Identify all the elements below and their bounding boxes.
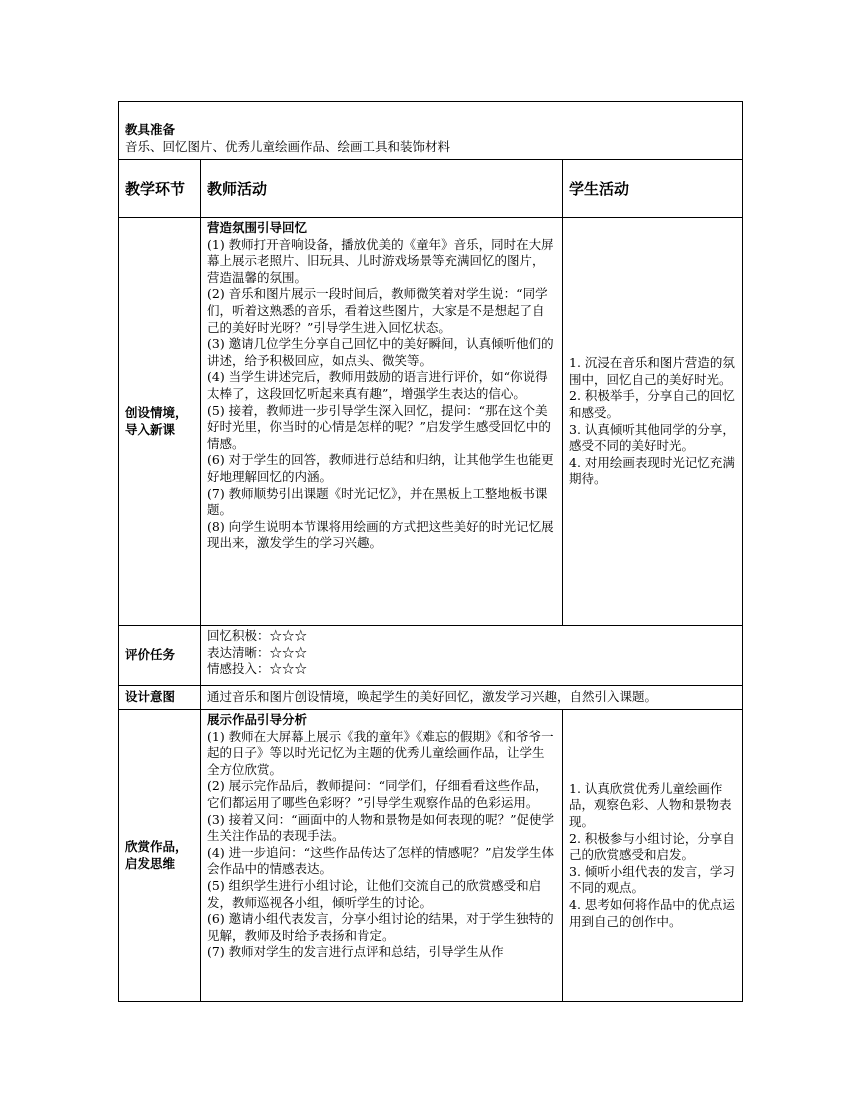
section2-label: 欣赏作品，启发思维 — [119, 710, 201, 1002]
eval-item: 回忆积极：☆☆☆ — [207, 628, 308, 643]
section2-student-item: 1. 认真欣赏优秀儿童绘画作品，观察色彩、人物和景物表现。 — [569, 780, 732, 830]
eval-item: 情感投入：☆☆☆ — [207, 661, 308, 677]
design-text: 通过音乐和图片创设情境，唤起学生的美好回忆，激发学习兴趣，自然引入课题。 — [201, 686, 743, 710]
eval-item: 表达清晰：☆☆☆ — [207, 644, 308, 660]
section1-row — [119, 218, 743, 626]
section2-paragraph: (1) 教师在大屏幕上展示《我的童年》《难忘的假期》《和爷爷一起的日子》等以时光记忆为主题的优秀儿童绘画作品，让学生全方位欣赏。 — [207, 728, 554, 777]
section2-title: 展示作品引导分析 — [207, 712, 308, 727]
section2-paragraph: (5) 组织学生进行小组讨论，让他们交流自己的欣赏感受和启发，教师巡视各小组，倾听学生的讨论。 — [207, 877, 542, 910]
section1-title: 营造氛围引导回忆 — [207, 220, 308, 235]
section1-paragraph: (6) 对于学生的回答，教师进行总结和归纳，让其他学生也能更好地理解回忆的内涵。 — [207, 452, 554, 484]
header-stage: 教学环节 — [119, 160, 201, 218]
prep-title: 教具准备 — [125, 122, 176, 137]
section1-student-item: 4. 对用绘画表现时光记忆充满期待。 — [569, 454, 735, 487]
section2-paragraph: (3) 接着又问：“画面中的人物和景物是如何表现的呢？”促使学生关注作品的表现手法。 — [207, 811, 554, 844]
section1-student-item: 2. 积极举手，分享自己的回忆和感受。 — [569, 388, 735, 420]
section1-student-cell — [563, 218, 743, 626]
section1-paragraph: (7) 教师顺势引出课题《时光记忆》，并在黑板上工整地板书课题。 — [207, 485, 548, 518]
eval-cell — [201, 626, 743, 686]
section1-student-item: 3. 认真倾听其他同学的分享，感受不同的美好时光。 — [569, 421, 735, 454]
header-row — [119, 160, 743, 218]
section1-paragraph: (2) 音乐和图片展示一段时间后，教师微笑着对学生说：“同学们，听着这熟悉的音乐，看着这些图片，大家是不是想起了自己的美好时光呀？”引导学生进入回忆状态。 — [207, 286, 548, 335]
section2-teacher-cell — [201, 710, 563, 1002]
design-label: 设计意图 — [119, 686, 201, 710]
prep-row — [119, 102, 743, 160]
eval-row — [119, 626, 743, 686]
section2-paragraph: (4) 进一步追问：“这些作品传达了怎样的情感呢？”启发学生体会作品中的情感表达。 — [207, 844, 554, 877]
section1-paragraph: (8) 向学生说明本节课将用绘画的方式把这些美好的时光记忆展现出来，激发学生的学习兴趣。 — [207, 518, 554, 551]
section2-paragraph: (7) 教师对学生的发言进行点评和总结，引导学生从作 — [207, 944, 504, 960]
lesson-plan-table — [118, 101, 743, 1002]
header-teacher: 教师活动 — [201, 160, 563, 218]
section2-student-cell — [563, 710, 743, 1002]
section1-paragraph: (5) 接着，教师进一步引导学生深入回忆，提问：“那在这个美好时光里，你当时的心情是怎样的呢？”启发学生感受回忆中的情感。 — [207, 402, 551, 451]
section2-student-item: 4. 思考如何将作品中的优点运用到自己的创作中。 — [569, 896, 735, 929]
section1-student-item: 1. 沉浸在音乐和图片营造的氛围中，回忆自己的美好时光。 — [569, 355, 735, 387]
section2-row — [119, 710, 743, 1002]
prep-cell — [119, 102, 743, 160]
section2-paragraph: (2) 展示完作品后，教师提问：“同学们，仔细看看这些作品，它们都运用了哪些色彩呀？”引导学生观察作品的色彩运用。 — [207, 778, 548, 810]
section2-paragraph: (6) 邀请小组代表发言，分享小组讨论的结果，对于学生独特的见解，教师及时给予表扬和肯定。 — [207, 911, 554, 943]
section2-student-item: 3. 倾听小组代表的发言，学习不同的观点。 — [569, 863, 735, 896]
header-student: 学生活动 — [563, 160, 743, 218]
section1-paragraph: (1) 教师打开音响设备，播放优美的《童年》音乐，同时在大屏幕上展示老照片、旧玩具、儿时游戏场景等充满回忆的图片，营造温馨的氛围。 — [207, 236, 554, 285]
design-row — [119, 686, 743, 710]
eval-label: 评价任务 — [119, 626, 201, 686]
section1-paragraph: (3) 邀请几位学生分享自己回忆中的美好瞬间，认真倾听他们的讲述，给予积极回应，如点头、微笑等。 — [207, 336, 554, 368]
section1-label: 创设情境，导入新课 — [119, 218, 201, 626]
section1-teacher-cell — [201, 218, 563, 626]
section1-paragraph: (4) 当学生讲述完后，教师用鼓励的语言进行评价，如“你说得太棒了，这段回忆听起来真有趣”，增强学生表达的信心。 — [207, 369, 548, 401]
section2-student-item: 2. 积极参与小组讨论，分享自己的欣赏感受和启发。 — [569, 830, 735, 863]
prep-content: 音乐、回忆图片、优秀儿童绘画作品、绘画工具和装饰材料 — [125, 138, 451, 154]
